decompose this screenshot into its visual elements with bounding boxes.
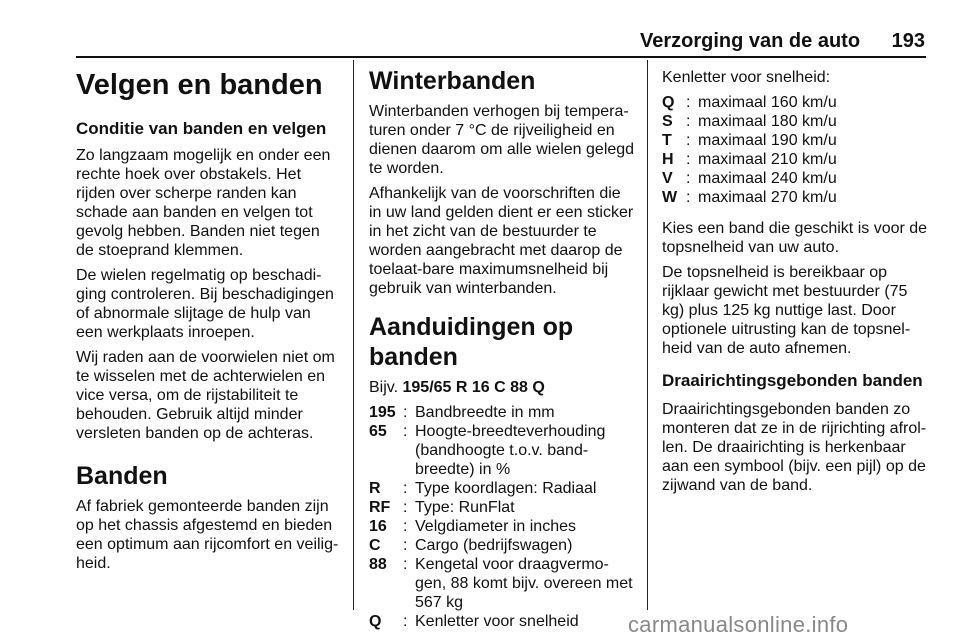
paragraph: Zo langzaam mogelijk en onder een rechte hoek over obstakels. Het rijden over scherpe randen kan schade aan banden en velgen tot gevolg hebben. Banden niet tegen de stoeprand klemmen. <box>76 147 331 259</box>
subsection-title-condition: Conditie van banden en velgen <box>76 119 327 138</box>
list-item: C : Cargo (bedrijfswagen) <box>369 537 573 554</box>
example-code: 195/65 R 16 C 88 Q <box>402 379 545 396</box>
paragraph: Af fabriek gemonteerde banden zijn op het chassis afgestemd en bieden een optimum aan rijcomfort en veilig-heid. <box>76 498 339 572</box>
paragraph: Draairichtingsgebonden banden zo monteren dat ze in de rijrichting afrol-len. De draairichting is herkenbaar aan een symbool (bijv. een pijl) op de zijwand van de band. <box>662 401 927 494</box>
section-title-tire-markings: Aanduidingen op banden <box>369 313 574 371</box>
subsection-title-directional: Draairichtingsgebonden banden <box>662 371 923 390</box>
paragraph: Winterbanden verhogen bij tempera-turen onder 7 °C de rijveiligheid en dienen daarom om alle wielen gelegd te worden. <box>369 103 635 177</box>
example-line <box>369 378 635 397</box>
list-item: Q : maximaal 160 km/u <box>662 94 837 111</box>
list-item: 88 : Kengetal voor draagvermo-gen, 88 komt bijv. overeen met 567 kg <box>369 556 633 611</box>
list-item: V : maximaal 240 km/u <box>662 170 837 187</box>
section-title-tires: Banden <box>76 462 168 490</box>
page-header <box>640 30 925 56</box>
list-item: RF : Type: RunFlat <box>369 499 515 516</box>
example-prefix: Bijv. <box>369 379 399 396</box>
list-item: 65 : Hoogte-breedteverhouding (bandhoogte t.o.v. band-breedte) in % <box>369 423 606 478</box>
column-divider-1 <box>353 60 354 610</box>
header-rule <box>76 56 926 58</box>
header-title: Verzorging van de auto <box>640 30 861 52</box>
page-number: 193 <box>891 30 925 52</box>
paragraph: Kies een band die geschikt is voor de topsnelheid van uw auto. <box>662 220 928 256</box>
list-item: Q : Kenletter voor snelheid <box>369 613 579 630</box>
column-divider-2 <box>647 60 648 610</box>
list-item: W : maximaal 270 km/u <box>662 189 837 206</box>
paragraph: De topsnelheid is bereikbaar op rijklaar gewicht met bestuurder (75 kg) plus 125 kg nuttige last. Door optionele uitrusting kan de topsnel-heid van de auto afnemen. <box>662 264 911 357</box>
column-1 <box>76 60 340 579</box>
section-title-winter-tires: Winterbanden <box>369 67 536 95</box>
paragraph: Wij raden aan de voorwielen niet om te wisselen met de achterwielen en vice versa, om de rijstabiliteit te behouden. Gebruik altijd minder versleten banden op de achteras. <box>76 349 335 442</box>
paragraph: De wielen regelmatig op beschadi-ging controleren. Bij beschadigingen of abnormale slijtage de hulp van een werkplaats inroepen. <box>76 267 334 341</box>
list-item: 16 : Velgdiameter in inches <box>369 518 576 535</box>
paragraph: Afhankelijk van de voorschriften die in uw land gelden dient er een sticker in het zicht van de bestuurder te worden aangebracht met daarop de toelaat-bare maximumsnelheid bij gebruik van winterbanden. <box>369 185 634 297</box>
speed-intro: Kenletter voor snelheid: <box>662 69 831 86</box>
list-item: T : maximaal 190 km/u <box>662 132 837 149</box>
column-2 <box>369 66 635 631</box>
list-item: S : maximaal 180 km/u <box>662 113 837 130</box>
list-item: R : Type koordlagen: Radiaal <box>369 480 597 497</box>
tire-code-list <box>369 403 635 631</box>
speed-index-list <box>662 93 928 207</box>
list-item: H : maximaal 210 km/u <box>662 151 837 168</box>
column-3 <box>662 68 928 501</box>
section-title-wheels-tires: Velgen en banden <box>76 69 323 101</box>
watermark: carmanualsonline.info <box>628 612 849 637</box>
list-item: 195 : Bandbreedte in mm <box>369 404 555 421</box>
